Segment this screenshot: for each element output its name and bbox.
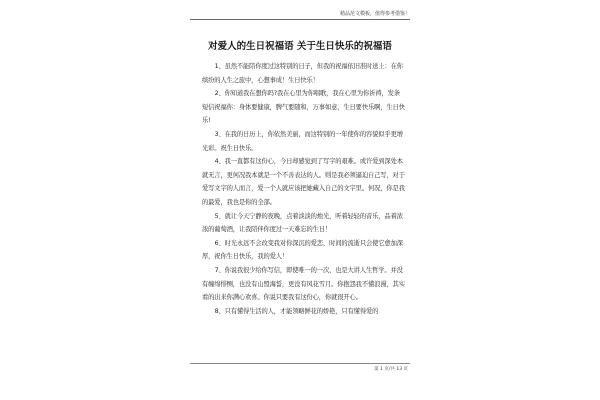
paragraph-8: 8、只有懂得生活的人，才能领略鲜花的娇艳，只有懂得爱的 [214, 307, 379, 315]
paragraph-4: 4、我一直都有这份心，今日却感觉到了写字的艰难。或许爱到深处本就无言，更何况我本就是一个不善表达的人。则是我必须逼迫自己写，对于爱写文字的人而言，爱一个人就应该把她藏入自己的文字里。何况，你是我的最爱，我也是你的全部。 [202, 158, 405, 206]
page-number: 第 1 页/共 13 页 [374, 367, 408, 372]
paragraph-3: 3、在我的日历上，你依然美丽，而这特别的一年使你的容貌似乎更增光彩。祝生日快乐。 [202, 130, 403, 152]
document-body [202, 60, 406, 318]
paragraph-2: 2、你知道我在想你吗?我在心里为你唱歌，我在心里为你祈祷，发条短信祝福你：身体要健康，脾气要随和，万事如意，生日要快乐啊，生日快乐! [202, 90, 405, 125]
paragraph-6: 6、时光永远不会改变我对你深沉的爱恋，时间的流逝只会使它愈加深厚，祝你生日快乐，我的爱人！ [202, 239, 403, 261]
header-divider [190, 19, 410, 20]
paragraph-7: 7、你说我很少给你写信，即使唯一的一次，也是大讲人生哲学。并没有缠绵悱恻，也没有山盟海誓，更没有风花雪月。你抱怨我不懂浪漫，其实看的出来你满心欢喜。你说只要我有这份心，你就很开心。 [202, 266, 405, 302]
document-page [182, 0, 418, 400]
paragraph-5: 5、就让今天宁静的夜晚，点着淡淡的烛光，听着轻轻的音乐，品着浓浓的葡萄酒，让我陪伴你度过一天难忘的生日！ [202, 212, 403, 234]
header-note: 精品范文模板，值得参考借鉴！ [339, 11, 410, 17]
footer-divider [190, 363, 410, 364]
paragraph-1: 1、虽然不能陪你度过这特别的日子，但我的祝福依旧准时送上：在你缤纷的人生之旅中，心想事成！生日快乐！ [202, 63, 403, 84]
document-title: 对爱人的生日祝福语 关于生日快乐的祝福语 [208, 41, 392, 52]
